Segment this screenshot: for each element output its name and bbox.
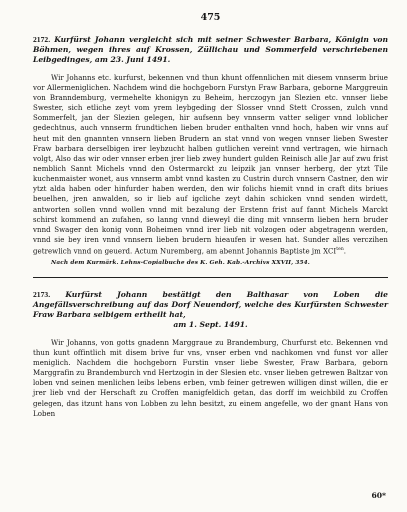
document-body: Wir Johanns etc. kurfurst, bekennen vnd thun khunt offennlichen mit diesem vnnserm briue vor Allermeniglichen. Nachdem wind die hochgeborn Furstyn Fraw Barbara, geborne Marggreuin von Branndemburg, vermehelte khonigyn zu Beheim, herczogyn jan Slezien etc. vnnser liebe Swester, sich etliche zeyt vom yrem leybgeding der Slosser vnnd Stett Crossen, zulch vnnd Sommerfelt, jan der Slezien gelegen, hir aufsenn bey vnnserm vatter seliger vnnd loblicher gedechtnus, auch vnnserm frundtichen lieben bruder enthalten vnnd hoch, haben wir vnns auf heut mit den gnannten vnnsern lieben Brudern an stat vnnd von wegen vnnser lieben Swester Fraw barbara derselbigen irer leybzucht halben gutlichen vereint vnnd vertragen, wie hirnach volgt, Also das wir oder vnnser erben jrer lieb zwey hundert gulden Reinisch alle Jar auf zwu frist nemblich Sannt Michels vnnd den Ostermarckt zu leipzik jan vnnser herberg, der ytzt Tile kuchenmaister wonet, aus vnnserm ambt vnnd kasten zu Custrin durch vnnsern Castner, den wir ytzt alda haben oder hinfurder haben werden, den wir folichs hiemit vnnd in craft dits briues beuelhen, jren anwalden, so ir lieb auf igcliche zeyt dahin schicken vnnd senden wirdett, antworten sollen vnnd wollen vnnd mit bezalung der Erstenn frist auf fannt Michels Marckt schirst kommend an zufahen, so lanng vnnd dieweyl die ding mit vnnserm lieben hern bruder vnnd Swager den konig vonn Boheimen vnnd irer lieb nit volzogen oder abgetragenn werden, vnnd sie bey iren vnnd vnnsern lieben brudern hieaufen ir wesen hat. Sunder alles verczihen getrewlich vnnd on geuerd. Actum Nuremberg, am abennt Johannis Baptiste jm $XCI^{ten}$.: [33, 73, 388, 256]
document-2173: [33, 290, 388, 419]
document-number: 2172.: [33, 35, 51, 44]
document-2172: [33, 35, 388, 266]
document-heading-text: Kurfürst Johann vergleicht sich mit seiner Schwester Barbara, Königin von Böhmen, wegen ihres auf Krossen, Züllichau und Sommerfeld verschriebenen Leibgedinges, am 23. Juni 1491.: [33, 35, 388, 65]
section-divider: [33, 277, 388, 278]
source-note: Nach dem Kurmärk. Lehns-Copialbuche des K. Geh. Kab.-Archivs XXVII, 354.: [51, 259, 310, 266]
document-heading-text: Kurfürst Johann bestätigt den Balthasar von Loben die Angefällsverschreibung auf das Dorf Neuendorf, welche des Kurfürsten Schwester Fraw Barbara selbigem ertheilt hat,: [33, 289, 388, 320]
document-body-text: Wir Johanns etc. kurfurst, bekennen vnd thun khunt offennlichen mit diesem vnnserm briue vor Allermeniglichen. Nachdem wind die hochgeborn Furstyn Fraw Barbara, geborne Marggreuin von Branndemburg, vermehelte khonigyn zu Beheim, herczogyn jan Slezien etc. vnnser liebe Swester, sich etliche zeyt vom yrem leybgeding der Slosser vnnd Stett Crossen, zulch vnnd Sommerfelt, jan der Slezien gelegen, hir aufsenn bey vnnserm vatter seliger vnnd loblicher gedechtnus, auch vnnserm frundtichen lieben bruder enthalten vnnd hoch, haben wir vnns auf heut mit den gnannten vnnsern lieben Brudern an stat vnnd von wegen vnnser lieben Swester Fraw barbara derselbigen irer leybzucht halben gutlichen vereint vnnd vertragen, wie hirnach volgt, Also das wir oder vnnser erben jrer lieb zwey hundert gulden Reinisch alle Jar auf zwu frist nemblich Sannt Michels vnnd den Ostermarckt zu leipzik jan vnnser herberg, der ytzt Tile kuchenmaister wonet, aus vnnserm ambt vnnd kasten zu Custrin durch vnnsern Castner, den wir ytzt alda haben oder hinfurder haben werden, den wir folichs hiemit vnnd in craft dits briues beuelhen, jren anwalden, so ir lieb auf igcliche zeyt dahin schicken vnnd senden wirdett, antworten sollen vnnd wollen vnnd mit bezalung der Erstenn frist auf fannt Michels Marckt schirst kommend an zufahen, so lanng vnnd dieweyl die ding mit vnnserm lieben hern bruder vnnd Swager den konig vonn Boheimen vnnd irer lieb nit volzogen oder abgetragenn werden, vnnd sie bey iren vnnd vnnsern lieben brudern hieaufen ir wesen hat. Sunder alles verczihen getrewlich vnnd on geuerd. Actum Nuremberg, am abennt Johannis Baptiste jm XCI: [33, 73, 388, 256]
document-heading: [33, 35, 388, 66]
page-number: 475: [200, 12, 221, 23]
document-date: am 1. Sept. 1491.: [173, 320, 248, 330]
document-number: 2173.: [33, 289, 51, 299]
date-superscript: ten: [336, 247, 344, 253]
document-heading: [33, 290, 388, 331]
signature-mark: 60*: [371, 491, 386, 500]
document-body: Wir Johanns, von gotts gnadenn Marggraue zu Brandemburg, Churfurst etc. Bekennen vnd thun kunt offintlich mit disem brive fur vns, vnser erben vnd nachkomen vnd funst vor aller meniglich. Nachdem die hochgeborn Furstin vnser liebe Swester, Fraw Barbara, geborn Marggrafin zu Brandemburch vnd Hertzogin in der Slesien etc. vnser lieben getrewen Baltzar von loben vnd seinen menlichen leibs lebens erben, vmb feiner getrewen willigen dinst willen, die er jrer lieb vnd der Herschaft zu Croffen manigfeldich getan, das dorff im weichbild zu Croffen gelegen, das itzunt hans von Lobben zu lehn besitzt, zu einem angefelle, wo der gnant Hans von Loben: [33, 338, 388, 418]
